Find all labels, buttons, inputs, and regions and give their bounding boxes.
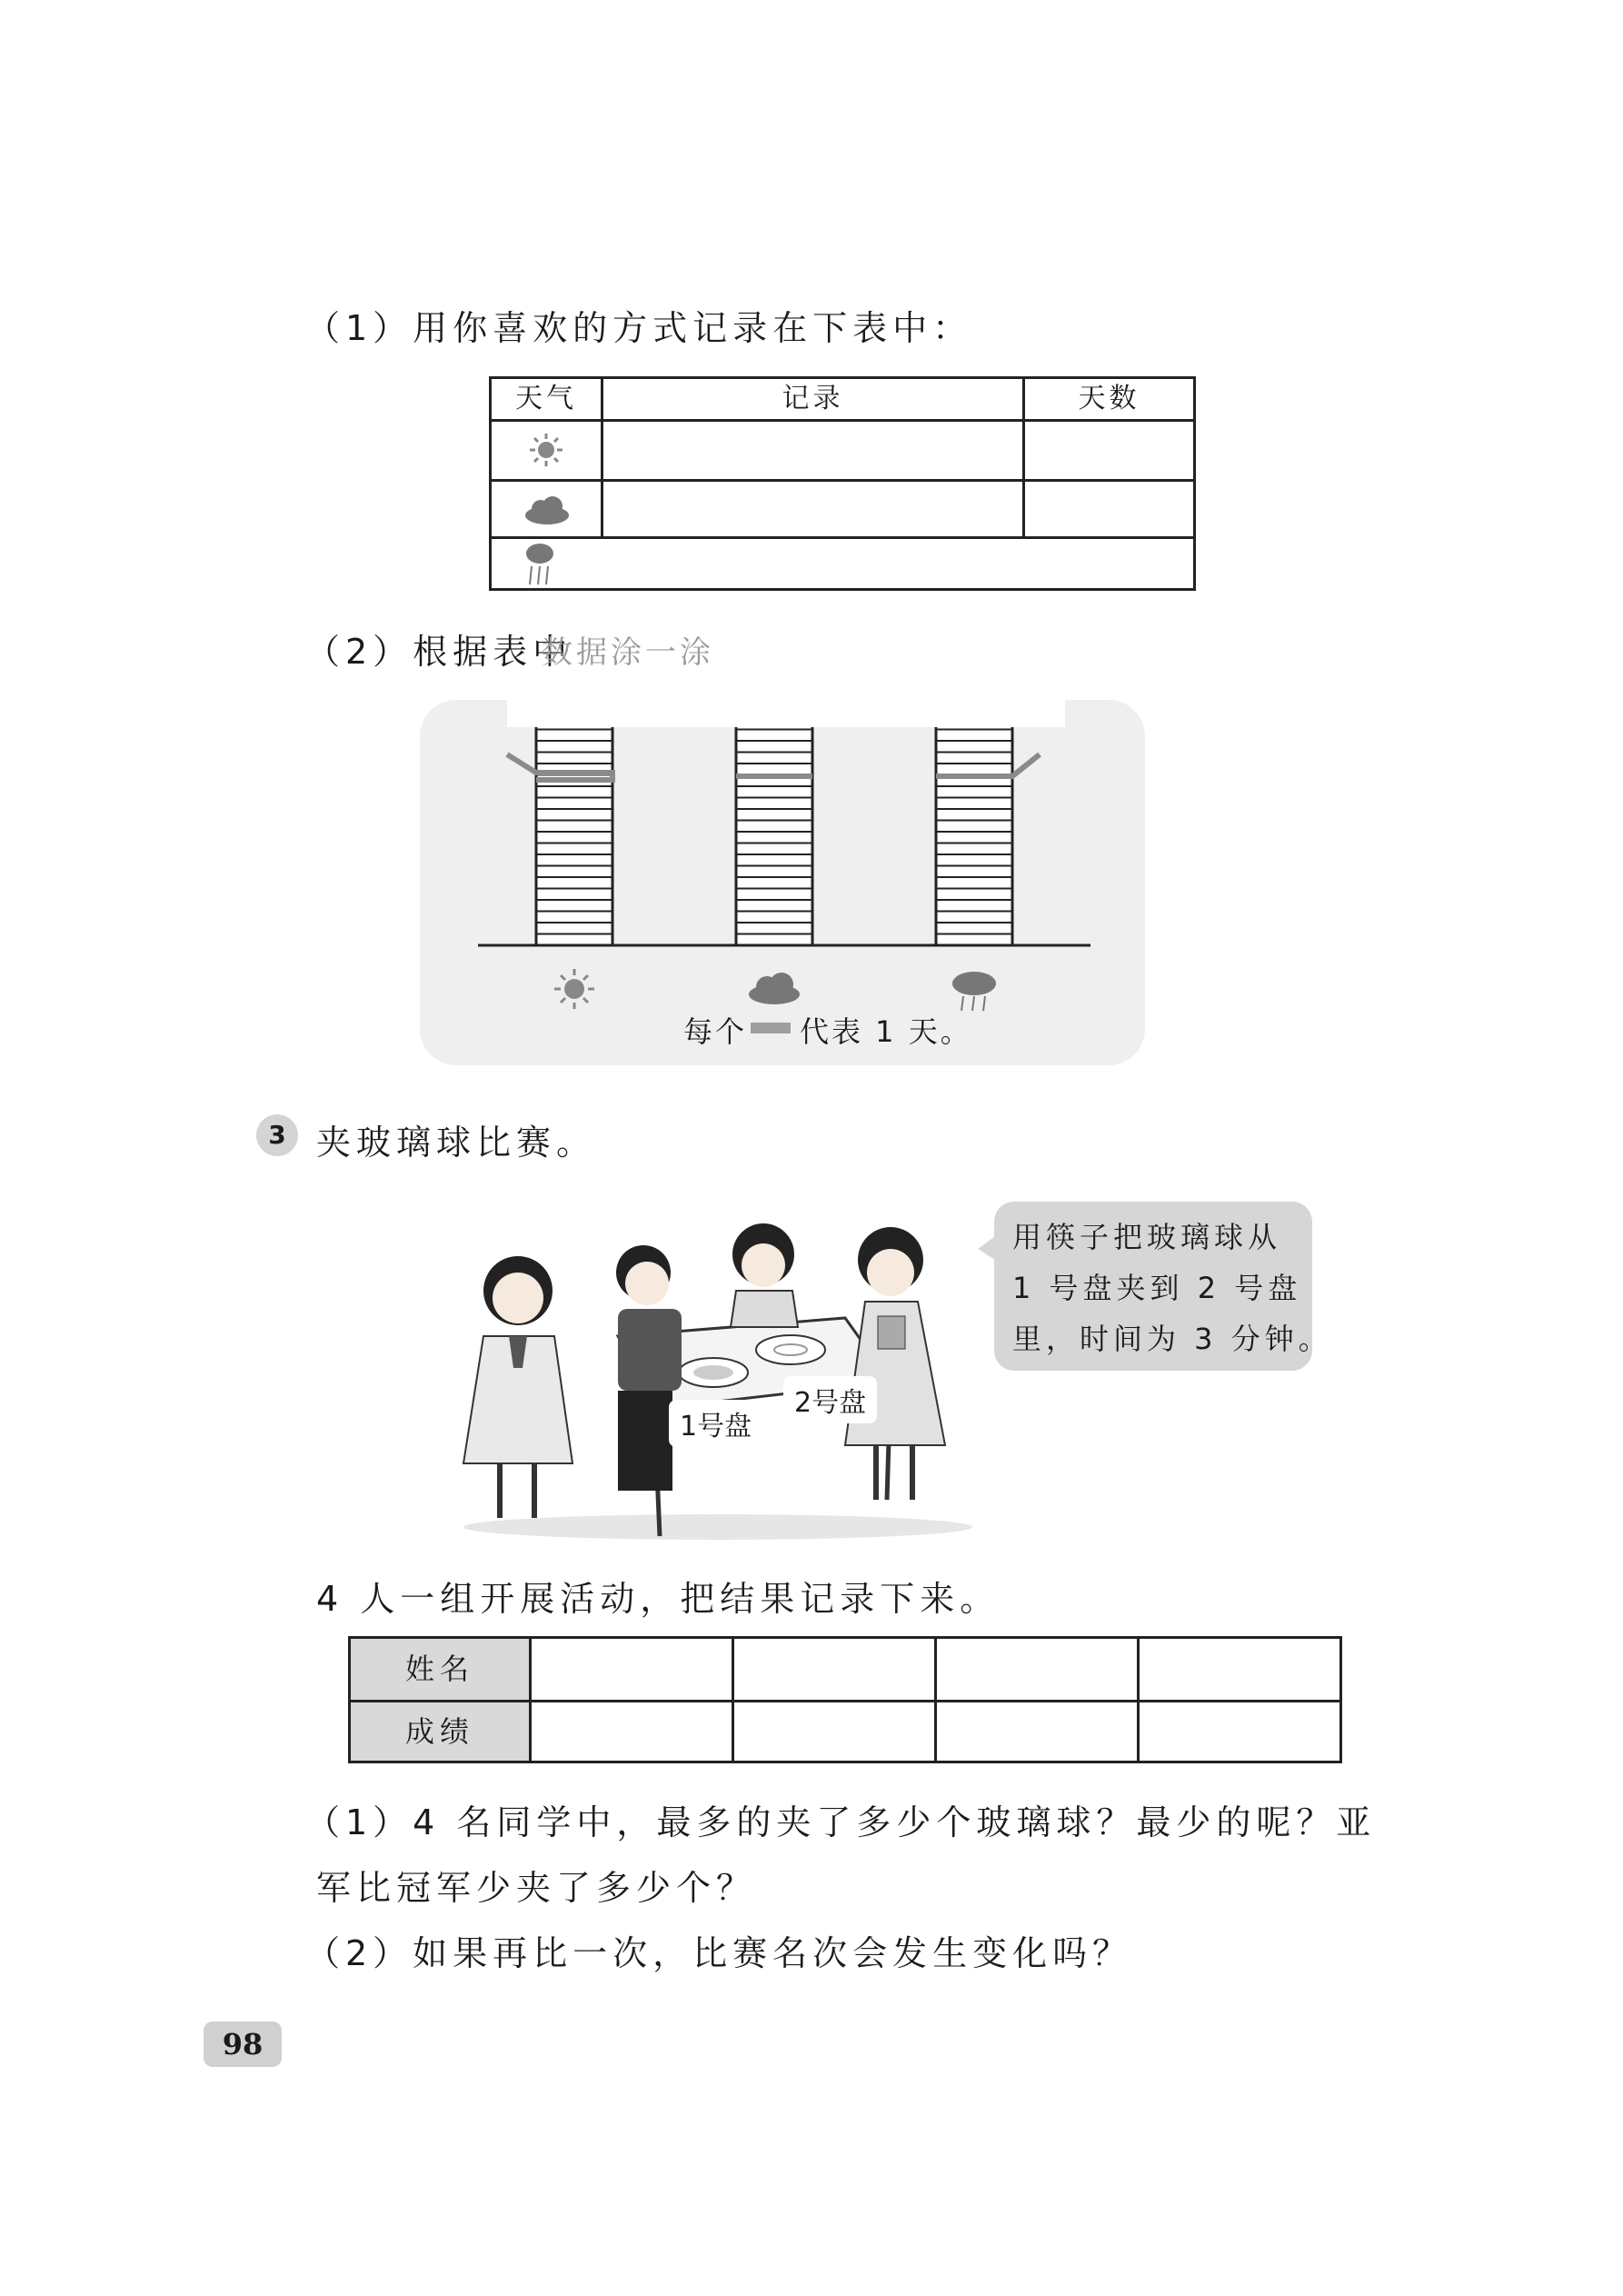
question-1-line-1: （1）4 名同学中，最多的夹了多少个玻璃球？最少的呢？亚 [305, 1802, 1377, 1842]
activity-number-badge: 3 [256, 1114, 298, 1156]
speech-line-1: 用筷子把玻璃球从 [1012, 1220, 1282, 1254]
weather-record-table [489, 376, 1196, 591]
activity-title: 夹玻璃球比赛。 [316, 1123, 597, 1163]
group-instruction: 4 人一组开展活动，把结果记录下来。 [316, 1579, 1001, 1619]
chart-legend-prefix: 每个 [683, 1014, 748, 1049]
plate2-label: 2号盘 [783, 1376, 877, 1423]
bar-chart-panel [420, 700, 1145, 1065]
header-weather: 天气 [515, 383, 577, 414]
sunny-icon [528, 432, 564, 468]
rainy-icon [524, 541, 555, 588]
header-days: 天数 [1078, 383, 1140, 414]
sunny-icon [554, 969, 594, 1009]
rainy-icon [952, 972, 996, 1011]
legend-swatch [751, 1023, 791, 1033]
plate1-label: 1号盘 [669, 1400, 762, 1447]
cloudy-icon [749, 973, 800, 1004]
question-1-line-2: 军比冠军少夹了多少个？ [316, 1868, 757, 1908]
speech-bubble-tail [978, 1234, 998, 1262]
part1-prompt: （1）用你喜欢的方式记录在下表中： [305, 308, 973, 348]
part2-prompt-overlay: 数据涂一涂 [542, 634, 714, 671]
children-illustration [436, 1200, 1000, 1545]
header-record: 记录 [782, 383, 844, 414]
results-table [348, 1636, 1342, 1763]
part2-prompt: （2）根据表中 [305, 632, 573, 672]
question-2: （2）如果再比一次，比赛名次会发生变化吗？ [305, 1933, 1133, 1973]
speech-line-2: 1 号盘夹到 2 号盘 [1012, 1271, 1302, 1305]
cloudy-icon [523, 495, 572, 526]
tally-chart [420, 700, 1145, 1065]
row-label-name: 姓名 [351, 1639, 529, 1700]
speech-bubble [994, 1202, 1332, 1371]
speech-line-3: 里，时间为 3 分钟。 [1012, 1322, 1332, 1356]
row-label-score: 成绩 [351, 1702, 529, 1761]
chart-legend-suffix: 代表 1 天。 [800, 1014, 972, 1049]
page-number: 98 [204, 2021, 282, 2067]
